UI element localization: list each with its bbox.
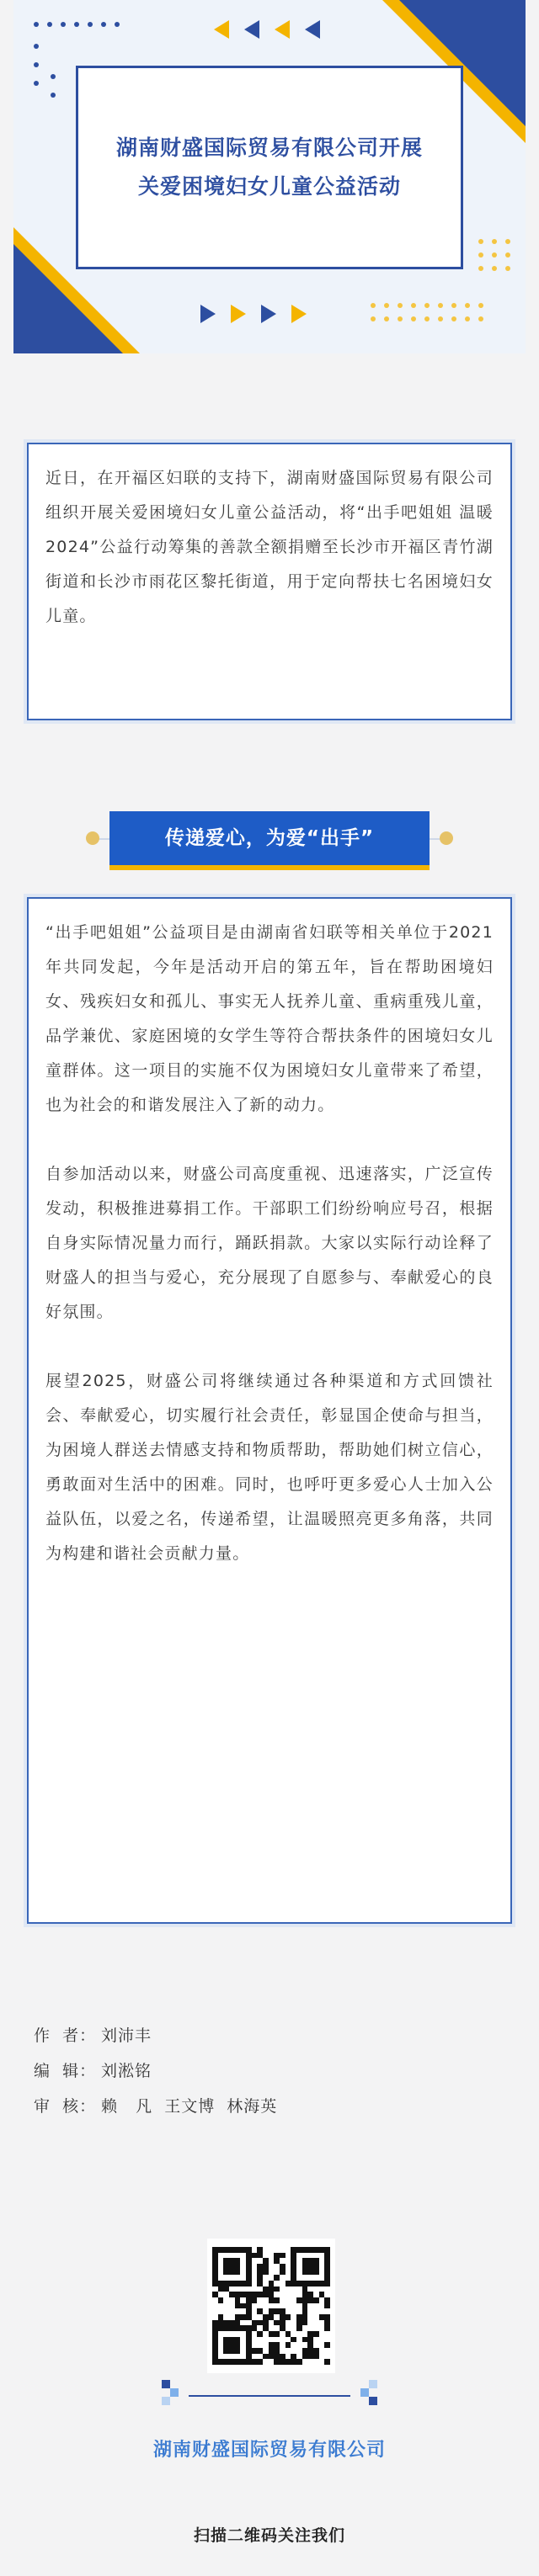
dot-pattern xyxy=(51,74,56,98)
dot-pattern xyxy=(34,44,39,86)
credit-value: 赖 凡 王文博 林海英 xyxy=(101,2097,278,2116)
square-decoration xyxy=(170,2388,179,2397)
credit-label: 审 核： xyxy=(34,2097,97,2116)
credit-label: 作 者： xyxy=(34,2026,97,2045)
page-title-line2: 关爱困境妇女儿童公益活动 xyxy=(137,174,401,199)
square-decoration xyxy=(162,2397,170,2405)
credit-editor xyxy=(34,2053,277,2089)
square-decoration xyxy=(162,2380,170,2388)
company-name: 湖南财盛国际贸易有限公司 xyxy=(152,2440,386,2461)
qr-code-container[interactable] xyxy=(207,2239,335,2373)
qr-code-icon[interactable] xyxy=(212,2247,330,2365)
section-underbar xyxy=(109,865,430,870)
credit-value: 刘淞铭 xyxy=(101,2062,152,2080)
credit-value: 刘沛丰 xyxy=(101,2026,152,2045)
intro-card xyxy=(27,443,512,720)
section-dot xyxy=(440,831,453,845)
body-paragraph: 展望2025，财盛公司将继续通过各种渠道和方式回馈社会、奉献爱心，切实履行社会责任，彰显国企使命与担当，为困境人群送去情感支持和物质帮助，帮助她们树立信心，勇敢面对生活中的困难。同时，也呼吁更多爱心人士加入公益队伍，以爱之名，传递希望，让温暖照亮更多角落，共同为构建和谐社会贡献力量。 xyxy=(45,1372,494,1563)
dot-pattern xyxy=(478,239,510,271)
dot-pattern xyxy=(34,22,120,27)
footer-divider xyxy=(189,2395,350,2397)
body-card xyxy=(27,897,512,1924)
section-title: 传递爱心，为爱“出手” xyxy=(109,811,430,865)
intro-paragraph: 近日，在开福区妇联的支持下，湖南财盛国际贸易有限公司组织开展关爱困境妇女儿童公益活动，将“出手吧姐姐 温暖2024”公益行动筹集的善款全额捐赠至长沙市开福区青竹湖街道和长沙市雨花区黎托街道，用于定向帮扶七名困境妇女儿童。 xyxy=(45,469,494,625)
credit-author xyxy=(34,2018,277,2053)
dot-pattern xyxy=(371,303,483,321)
credit-label: 编 辑： xyxy=(34,2062,97,2080)
credit-reviewer xyxy=(34,2089,277,2124)
arrow-decoration xyxy=(200,305,307,323)
title-box xyxy=(76,66,463,269)
page-title-line1: 湖南财盛国际贸易有限公司开展 xyxy=(115,135,423,160)
body-paragraph: “出手吧姐姐”公益项目是由湖南省妇联等相关单位于2021年共同发起，今年是活动开启的第五年，旨在帮助困境妇女、残疾妇女和孤儿、事实无人抚养儿童、重病重残儿童，品学兼优、家庭困境的女学生等符合帮扶条件的困境妇女儿童群体。这一项目的实施不仅为困境妇女儿童带来了希望，也为社会的和谐发展注入了新的动力。 xyxy=(45,923,494,1114)
square-decoration xyxy=(360,2388,369,2397)
square-decoration xyxy=(369,2397,377,2405)
square-decoration xyxy=(369,2380,377,2388)
arrow-decoration xyxy=(214,20,320,39)
scan-prompt: 扫描二维码关注我们 xyxy=(193,2526,345,2545)
body-paragraph: 自参加活动以来，财盛公司高度重视、迅速落实，广泛宣传发动，积极推进募捐工作。干部职工们纷纷响应号召，根据自身实际情况量力而行，踊跃捐款。大家以实际行动诠释了财盛人的担当与爱心，充分展现了自愿参与、奉献爱心的良好氛围。 xyxy=(45,1165,494,1321)
section-dot xyxy=(86,831,99,845)
header-banner xyxy=(13,0,526,353)
credits xyxy=(34,2018,277,2124)
